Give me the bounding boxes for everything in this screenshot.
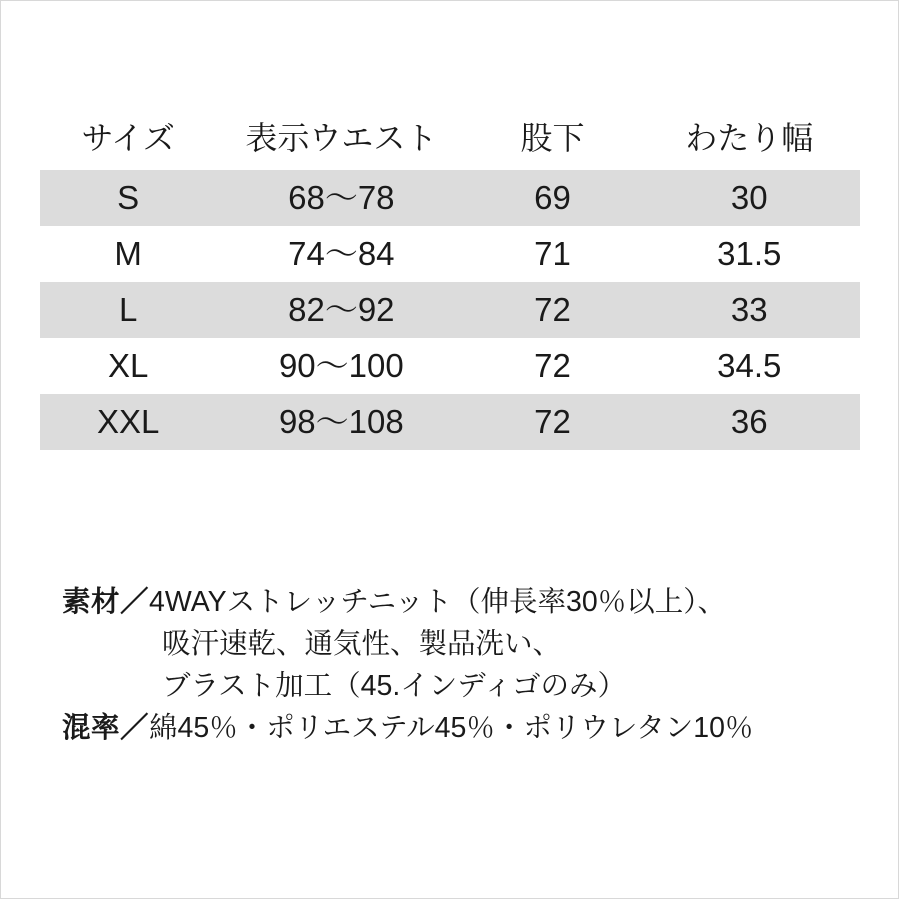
spec-section <box>62 582 862 750</box>
blend-text: 綿45％・ポリエステル45％・ポリウレタン10％ <box>149 711 754 744</box>
column-header-thigh: わたり幅 <box>685 120 814 156</box>
material-label: 素材／ <box>62 586 150 618</box>
cell-size: XXL <box>40 394 216 450</box>
size-table-body <box>40 170 860 450</box>
table-row <box>40 338 860 394</box>
cell-thigh: 31.5 <box>639 226 860 282</box>
cell-thigh: 30 <box>639 170 860 226</box>
size-table-section <box>40 118 860 450</box>
table-header-row <box>40 118 860 170</box>
cell-waist: 74〜84 <box>216 226 466 282</box>
table-row <box>40 394 860 450</box>
cell-waist: 90〜100 <box>216 338 466 394</box>
cell-size: S <box>40 170 216 226</box>
material-row-2 <box>62 624 862 666</box>
cell-waist: 82〜92 <box>216 282 466 338</box>
material-text-3: ブラスト加工（45.インディゴのみ） <box>162 669 626 702</box>
cell-inseam: 71 <box>466 226 638 282</box>
cell-waist: 98〜108 <box>216 394 466 450</box>
table-row <box>40 226 860 282</box>
column-header-size: サイズ <box>81 120 175 156</box>
column-header-waist: 表示ウエスト <box>245 120 438 156</box>
blend-label: 混率／ <box>62 711 150 744</box>
table-row <box>40 170 860 226</box>
cell-inseam: 69 <box>466 170 638 226</box>
cell-thigh: 34.5 <box>639 338 860 394</box>
cell-size: L <box>40 282 216 338</box>
cell-inseam: 72 <box>466 394 638 450</box>
material-row-1 <box>62 582 862 624</box>
blend-row <box>62 708 862 750</box>
cell-size: XL <box>40 338 216 394</box>
size-table-head <box>40 118 860 170</box>
size-table <box>40 118 860 450</box>
cell-inseam: 72 <box>466 282 638 338</box>
table-row <box>40 282 860 338</box>
cell-inseam: 72 <box>466 338 638 394</box>
material-row-3 <box>62 666 862 708</box>
cell-size: M <box>40 226 216 282</box>
cell-thigh: 36 <box>639 394 860 450</box>
cell-waist: 68〜78 <box>216 170 466 226</box>
material-text-2: 吸汗速乾、通気性、製品洗い、 <box>162 627 562 660</box>
material-text-1: 4WAYストレッチニット（伸長率30％以上）、 <box>149 586 726 618</box>
column-header-inseam: 股下 <box>520 120 585 156</box>
cell-thigh: 33 <box>639 282 860 338</box>
